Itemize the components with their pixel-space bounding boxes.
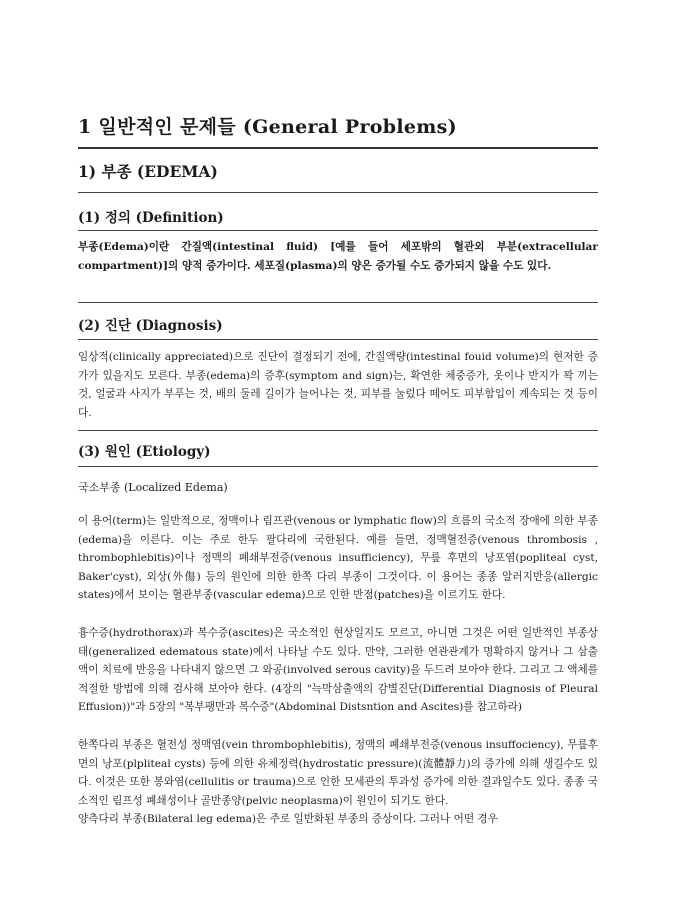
divider	[78, 339, 598, 340]
divider	[78, 302, 598, 303]
etiology-heading: (3) 원인 (Etiology)	[78, 444, 211, 460]
etiology-subheading: 국소부종 (Localized Edema)	[78, 481, 228, 494]
divider	[78, 466, 598, 467]
diagnosis-text: 임상적(clinically appreciated)으로 진단이 결정되기 전에, 간질액량(intestinal fouid volume)의 현저한 증가가 있을지도 모른다. 부종(edema)의 증후(symptom and sign)는, 확연한 체중증가, 옷이나 반지가 꽉 끼는 것, 얼굴과 사지가 부푸는 것, 배의 둘레 길이가 늘어나는 것, 피부를 눌렀다 떼어도 피부함입이 계속되는 것 등이다.	[78, 351, 598, 419]
section-title: 1) 부종 (EDEMA)	[78, 162, 218, 181]
etiology-paragraph: 이 용어(term)는 일반적으로, 정맥이나 림프관(venous or lymphatic flow)의 흐름의 국소적 장애에 의한 부종(edema)을 이른다. 이는 주로 한두 팔다리에 국한된다. 예를 들면, 정맥혈전증(venous thrombosis , thrombophlebitis)이나 정맥의 폐쇄부전증(venous insufficiency), 무릎 후면의 낭포염(popliteal cyst, Baker'cyst), 외상(外傷) 등의 원인에 의한 한쪽 다리 부종이 그것이다. 이 용어는 종종 알러지반응(allergic states)에서 보이는 혈관부종(vascular edema)으로 인한 반점(patches)을 이르기도 한다.	[78, 515, 598, 602]
divider	[78, 430, 598, 431]
definition-heading: (1) 정의 (Definition)	[78, 210, 224, 226]
diagnosis-heading: (2) 진단 (Diagnosis)	[78, 318, 223, 334]
chapter-title: 1 일반적인 문제들 (General Problems)	[78, 116, 457, 138]
divider	[78, 192, 598, 193]
divider	[78, 147, 598, 149]
definition-text: 부종(Edema)이란 간질액(intestinal fluid) [예를 들어 세포밖의 혈관외 부분(extracellular compartment)]의 양적 증가이다. 세포질(plasma)의 양은 증가될 수도 증가되지 않을 수도 있다.	[78, 241, 598, 272]
divider	[78, 230, 598, 231]
etiology-paragraph: 흉수증(hydrothorax)과 복수증(ascites)은 국소적인 현상일지도 모르고, 아니면 그것은 어떤 일반적인 부종상태(generalized edematous state)에서 나타날 수도 있다. 만약, 그러한 연관관계가 명확하지 않거나 그 삼출액이 치료에 반응을 나타내지 않으면 그 와공(involved serous cavity)을 두드려 보아야 한다. 그리고 그 액체를 적절한 방법에 의해 검사해 보아야 한다. (4장의 "늑막삼출액의 감별진단(Differential Diagnosis of Pleural Effusion))"과 5장의 "복부팽만과 복수증"(Abdominal Distsntion and Ascites)를 참고하라)	[78, 627, 598, 714]
etiology-paragraph: 양측다리 부종(Bilateral leg edema)은 주로 일반화된 부종의 증상이다. 그러나 어떤 경우	[78, 813, 498, 825]
etiology-paragraph: 한쪽다리 부종은 혈전성 정맥염(vein thrombophlebitis), 정맥의 폐쇄부전증(venous insuffociency), 무릎후면의 낭포(plpliteal cysts) 등에 의한 유체정력(hydrostatic pressure)(流體靜力)의 증가에 의해 생길수도 있다. 이것은 또한 봉와염(cellulitis or trauma)으로 인한 모세관의 투과성 증가에 의한 결과일수도 있다. 종종 국소적인 림프성 폐쇄성이나 골반종양(pelvic neoplasma)이 원인이 되기도 한다.	[78, 739, 598, 807]
